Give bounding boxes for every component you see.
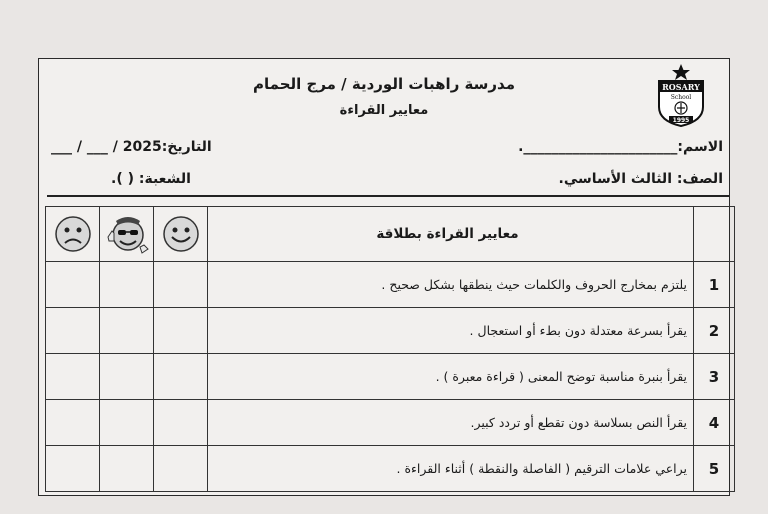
rating-cell-cool[interactable] (100, 262, 154, 308)
rating-cell-cool[interactable] (100, 308, 154, 354)
row-number: 2 (694, 308, 735, 354)
page-subtitle: معايير القراءة (339, 103, 429, 118)
header-divider (47, 195, 729, 197)
name-label: الاسم: (677, 139, 723, 155)
name-field (518, 139, 723, 155)
row-number: 5 (694, 446, 735, 492)
logo-year: 1995 (672, 117, 690, 124)
rating-cell-sad[interactable] (46, 308, 100, 354)
rating-cell-happy[interactable] (154, 262, 208, 308)
table-header-title: معايير القراءة بطلاقة (208, 207, 694, 262)
rating-cell-happy[interactable] (154, 400, 208, 446)
rating-cell-cool[interactable] (100, 354, 154, 400)
row-number: 3 (694, 354, 735, 400)
rating-cell-sad[interactable] (46, 354, 100, 400)
school-name: مدرسة راهبات الوردية / مرج الحمام (253, 75, 515, 93)
worksheet (38, 58, 730, 496)
criterion-text: يراعي علامات الترقيم ( الفاصلة والنقطة ) أثناء القراءة . (208, 446, 694, 492)
rating-cell-cool[interactable] (100, 446, 154, 492)
happy-face-icon (154, 207, 208, 262)
row-number: 4 (694, 400, 735, 446)
rating-cell-sad[interactable] (46, 446, 100, 492)
criterion-text: يقرأ بنبرة مناسبة توضح المعنى ( قراءة معبرة ) . (208, 354, 694, 400)
section-value: ( ). (111, 171, 134, 187)
date-field (51, 139, 212, 155)
name-blank: ______________________. (518, 139, 678, 155)
table-header-row (46, 207, 735, 262)
section-field (111, 171, 191, 187)
criteria-table (45, 206, 735, 492)
date-value: ___ / ___ / 2025 (51, 139, 162, 155)
rating-cell-happy[interactable] (154, 446, 208, 492)
criteria-row (46, 262, 735, 308)
criterion-text: يقرأ بسرعة معتدلة دون بطء أو استعجال . (208, 308, 694, 354)
rating-cell-cool[interactable] (100, 400, 154, 446)
logo-text-top: ROSARY (662, 82, 700, 92)
rating-cell-sad[interactable] (46, 400, 100, 446)
section-label: الشعبة: (138, 171, 191, 187)
class-label: الصف: الثالث الأساسي. (558, 171, 723, 187)
row-number: 1 (694, 262, 735, 308)
rating-cell-sad[interactable] (46, 262, 100, 308)
logo-text-mid: School (670, 94, 692, 101)
criteria-row (46, 308, 735, 354)
rating-cell-happy[interactable] (154, 308, 208, 354)
cool-thumbs-face-icon (100, 207, 154, 262)
sad-face-icon (46, 207, 100, 262)
header-num-cell (694, 207, 735, 262)
criteria-row (46, 400, 735, 446)
criterion-text: يقرأ النص بسلاسة دون تقطع أو تردد كبير. (208, 400, 694, 446)
rating-cell-happy[interactable] (154, 354, 208, 400)
date-label: التاريخ: (161, 139, 212, 155)
criteria-row (46, 354, 735, 400)
criteria-row (46, 446, 735, 492)
criterion-text: يلتزم بمخارج الحروف والكلمات حيث ينطقها بشكل صحيح . (208, 262, 694, 308)
